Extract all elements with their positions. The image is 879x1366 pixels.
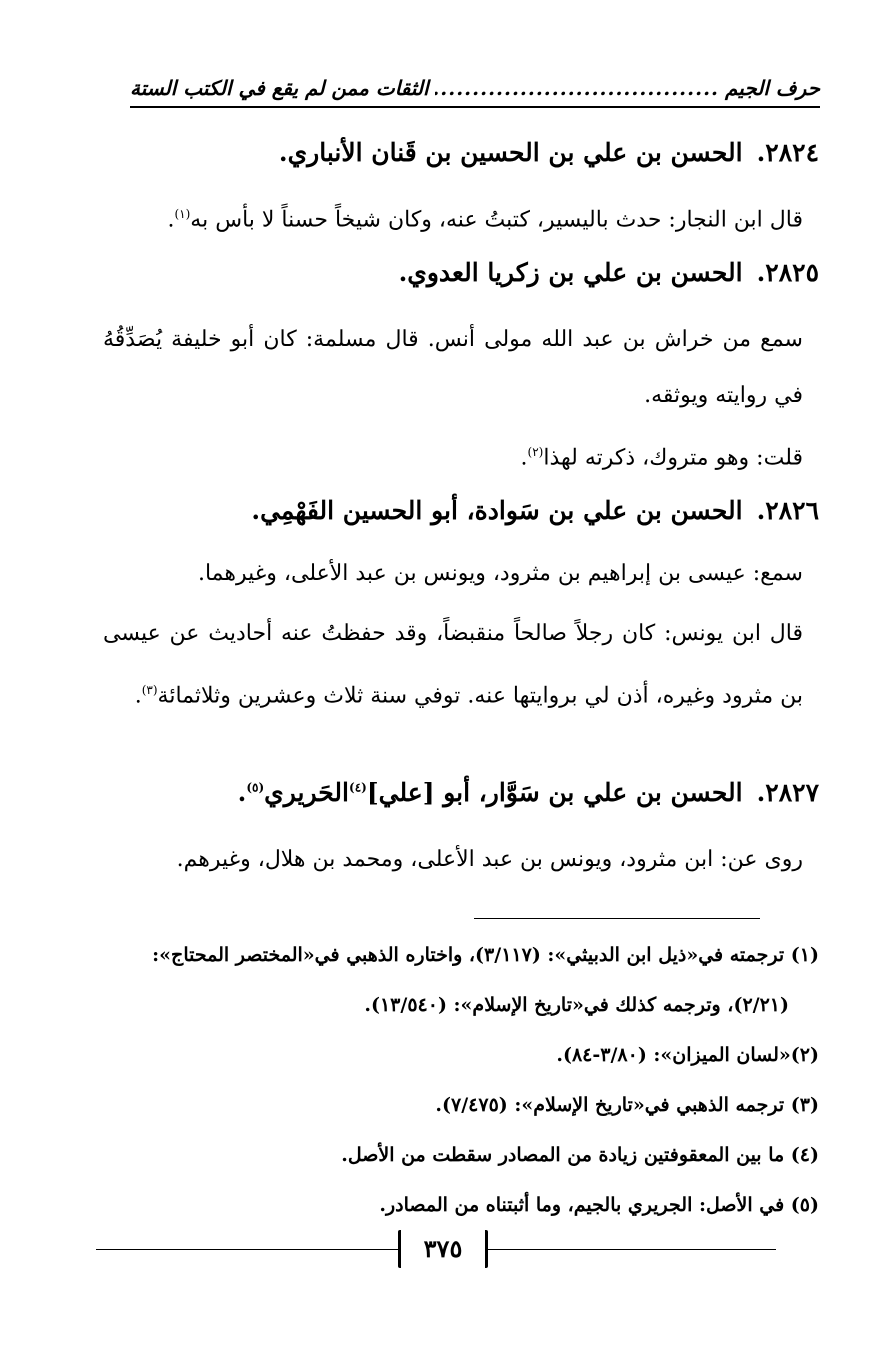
entry-number: ٢٨٢٥. (756, 258, 819, 287)
paragraph-tail: . (520, 445, 528, 471)
footnote-5: (٥) في الأصل: الجريري بالجيم، وما أثبتناه من المصادر. (379, 1194, 819, 1216)
page-number: ٣٧٥ (398, 1230, 488, 1268)
header-leader-dots (435, 76, 719, 100)
footnotes (77, 930, 819, 1230)
footnote-1-continued: (٢/٢١)، وترجمه كذلك في«تاريخ الإسلام»: (١٣/٥٤٠). (364, 994, 789, 1016)
header-rule (130, 106, 820, 108)
footnote-ref: (٥) (246, 780, 265, 795)
entry-heading: ٢٨٢٧.الحسن بن علي بن سَوَّار، أبو [علي]$^{(٤)}$الحَريري$^{(٥)}$. (237, 778, 819, 807)
footnote-3: (٣) ترجمه الذهبي في«تاريخ الإسلام»: (٧/٤٧٥). (435, 1094, 819, 1116)
entry-number: ٢٨٢٦. (756, 496, 819, 525)
running-header (130, 68, 820, 108)
entry-name: الحسن بن علي بن الحسين بن قَنان الأنباري. (278, 138, 743, 167)
entry-paragraph (103, 424, 803, 486)
entry-paragraph (103, 546, 803, 602)
entry-number: ٢٨٢٤. (756, 138, 819, 167)
paragraph-text: سمع: عيسى بن إبراهيم بن مثرود، ويونس بن عبد الأعلى، وغيرهما. (197, 561, 803, 586)
footnote-ref: (٤) (349, 780, 367, 795)
paragraph-text: قال ابن يونس: كان رجلاً صالحاً منقبضاً، وقد حفظتُ عنه أحاديث عن عيسى بن مثرود وغيره، أذن لي بروايتها عنه. توفي سنة ثلاث وعشرين وثلاثمائة (103, 621, 803, 709)
entry-name: الحسن بن علي بن سَوَّار، أبو [علي] (366, 778, 743, 807)
footnote-ref: (١) (174, 207, 191, 221)
header-chapter: حرف الجيم (725, 76, 820, 100)
header-book-title: الثقات ممن لم يقع في الكتب الستة (130, 76, 429, 100)
footnote-rule (474, 918, 760, 919)
entry-paragraph (103, 832, 803, 888)
paragraph-text: قلت: وهو متروك، ذكرته لهذا (543, 445, 803, 471)
entry-paragraph (103, 186, 803, 248)
paragraph-text: سمع من خراش بن عبد الله مولى أنس. قال مسلمة: كان أبو خليفة يُصَدِّقُهُ في روايته ويوثقه. (103, 327, 803, 408)
entry-heading (59, 138, 819, 167)
entry-name-tail: الحَريري (264, 778, 349, 807)
paragraph-tail: . (167, 207, 175, 233)
entry-paragraph (103, 312, 803, 424)
paragraph-text: قال ابن النجار: حدث باليسير، كتبتُ عنه، وكان شيخاً حسناً لا بأس به (190, 207, 803, 233)
footnote-2: (٢)«لسان الميزان»: (٣/٨٠-٨٤). (556, 1044, 819, 1066)
footnote-4: (٤) ما بين المعقوفتين زيادة من المصادر سقطت من الأصل. (341, 1144, 819, 1166)
footnote-ref: (٢) (527, 445, 544, 459)
paragraph-tail: . (134, 683, 142, 709)
entry-heading (59, 496, 819, 525)
entry-name: الحسن بن علي بن سَوادة، أبو الحسين الفَهْمِي. (251, 496, 743, 525)
entry-number: ٢٨٢٧. (756, 778, 819, 807)
entry-paragraph (103, 606, 803, 724)
paragraph-text: روى عن: ابن مثرود، ويونس بن عبد الأعلى، ومحمد بن هلال، وغيرهم. (176, 847, 803, 872)
entry-heading (59, 258, 819, 287)
footnote-1: (١) ترجمته في«ذيل ابن الدبيثي»: (٣/١١٧)، واختاره الذهبي في«المختصر المحتاج»: (152, 944, 819, 966)
footnote-ref: (٣) (141, 683, 158, 697)
entry-name: الحسن بن علي بن زكريا العدوي. (398, 258, 743, 287)
